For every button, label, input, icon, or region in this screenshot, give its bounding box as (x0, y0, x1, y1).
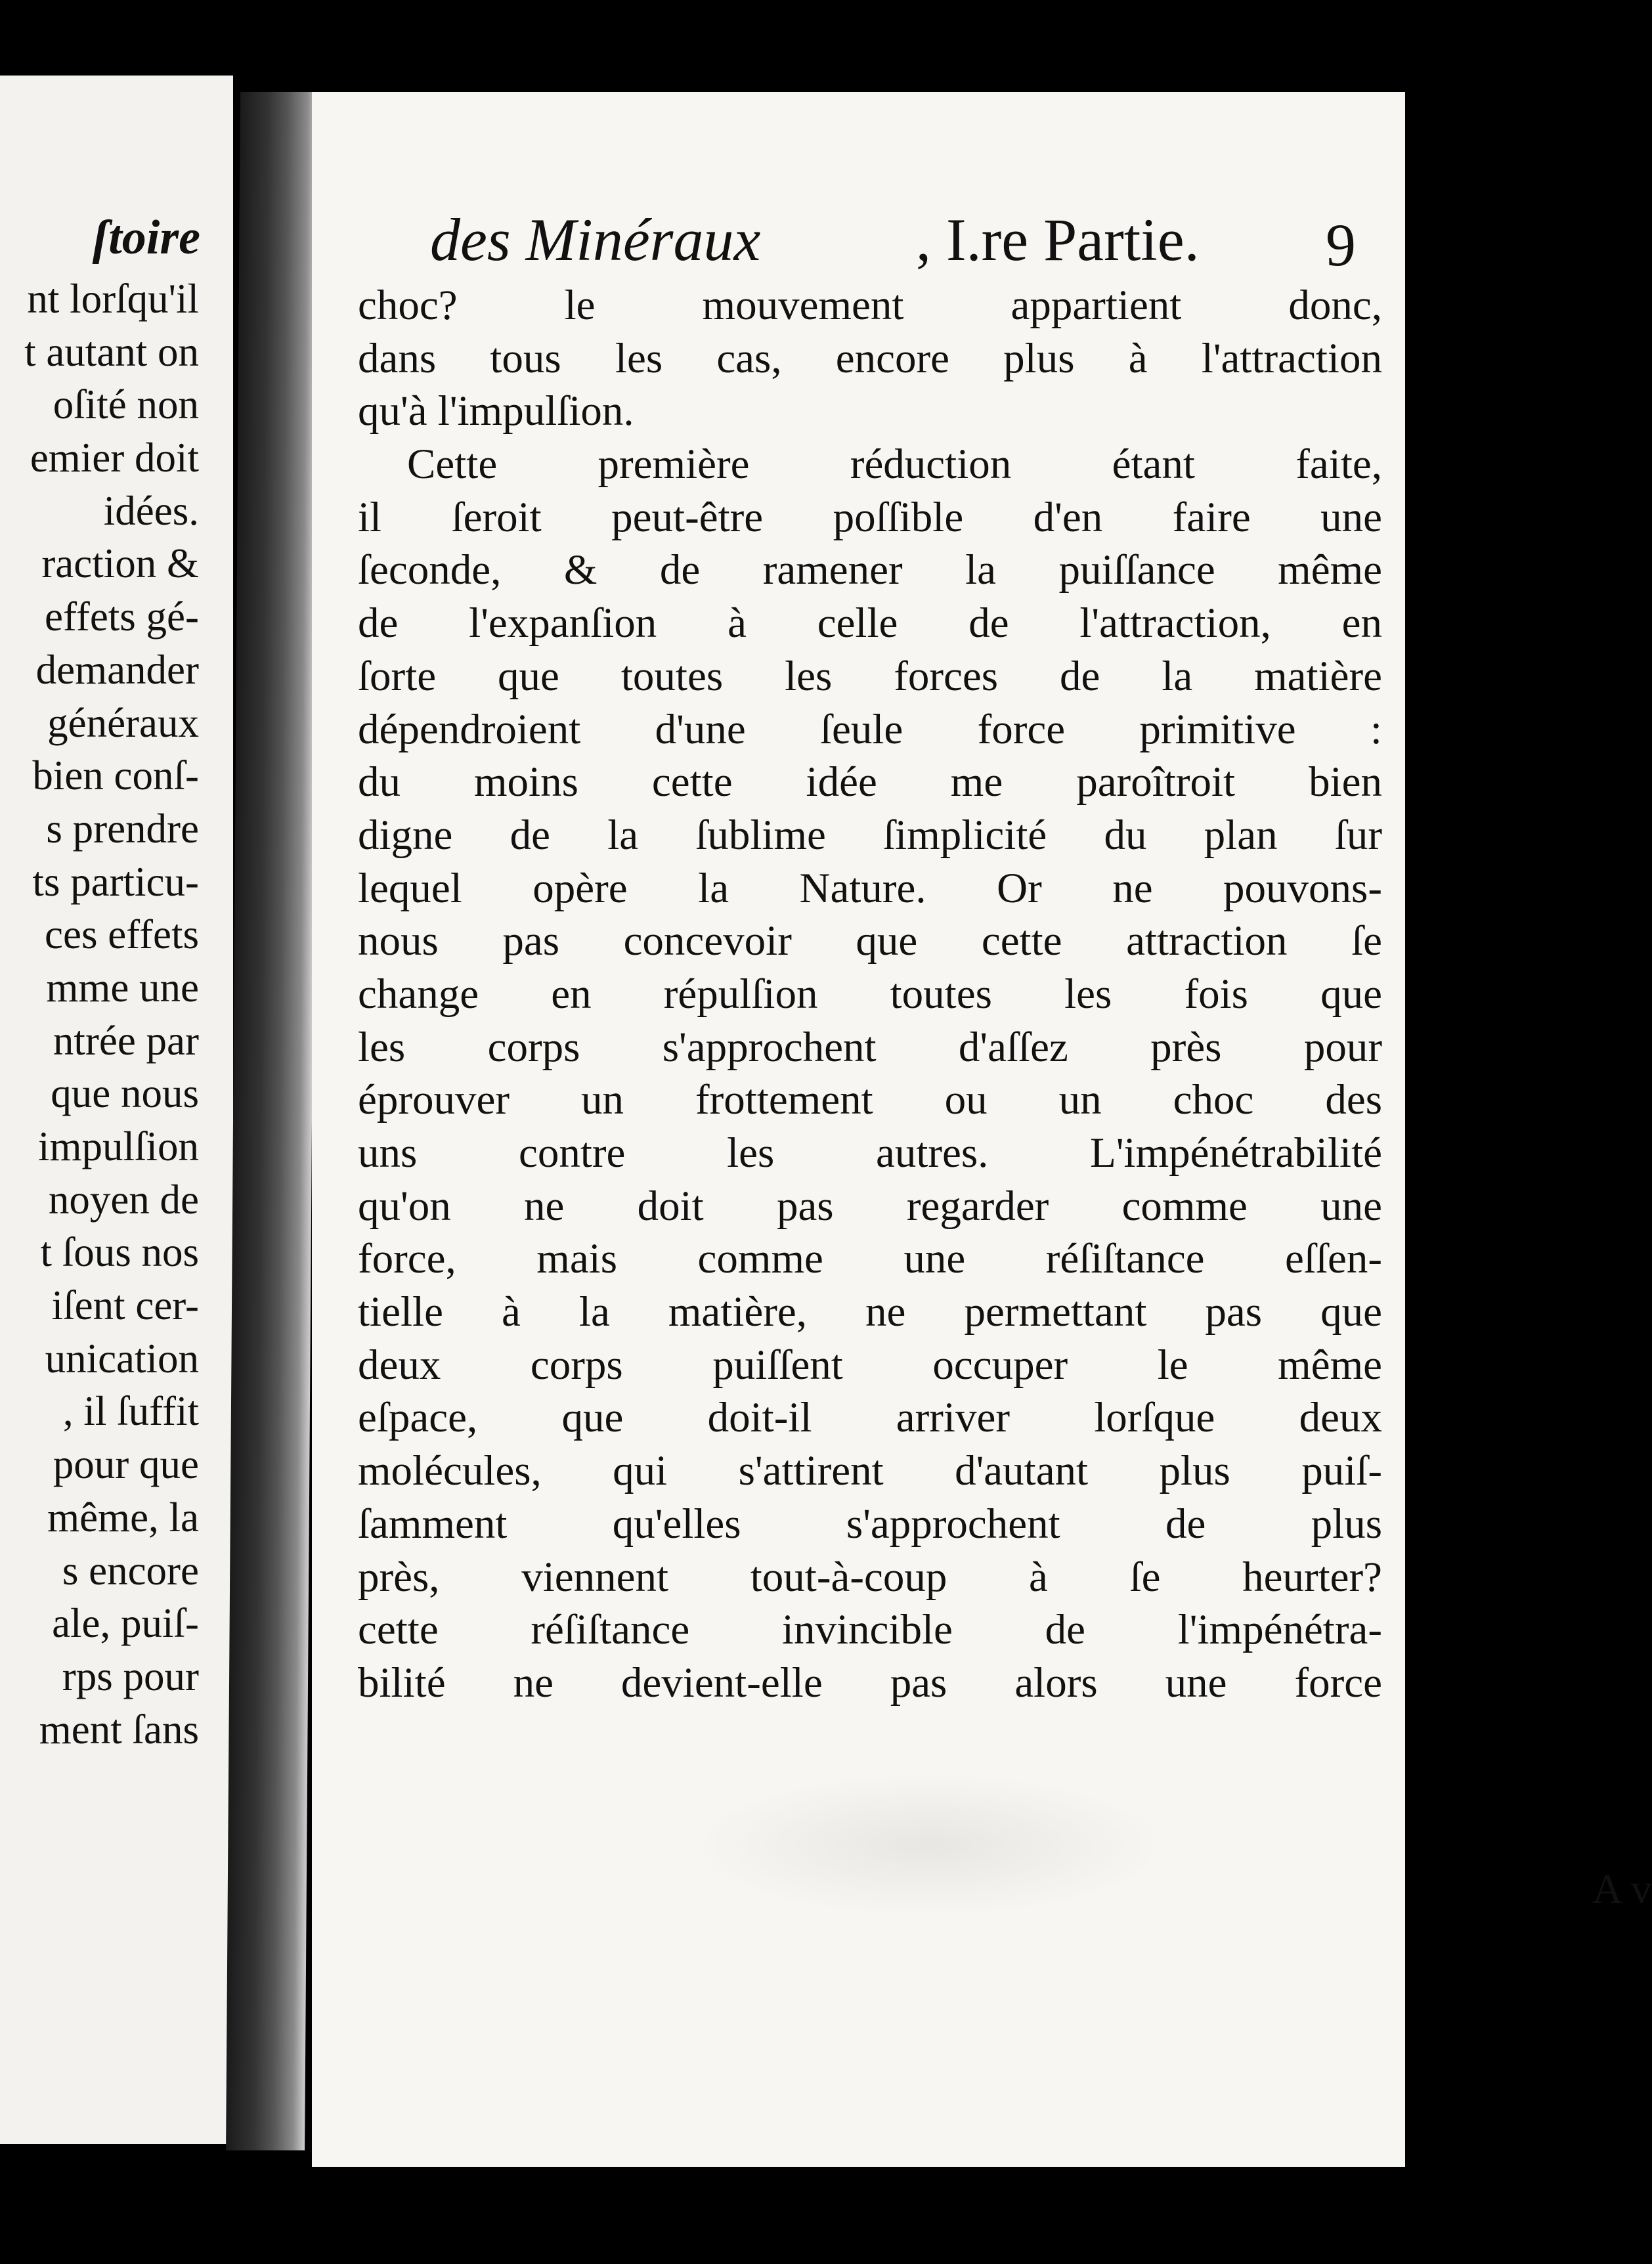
text-line: ſorte que toutes les forces de la matière (358, 652, 1382, 700)
left-text-line: raction & (41, 540, 199, 587)
text-line: éprouver un frottement ou un choc des (358, 1076, 1382, 1124)
ink-bleed-stain (693, 1773, 1165, 1917)
left-page-text (24, 272, 199, 1756)
left-text-line: que nous (51, 1070, 199, 1117)
signature-mark: A v (1592, 1865, 1652, 1912)
left-text-line: nt lorſqu'il (27, 276, 199, 322)
running-head (430, 204, 1369, 276)
left-text-line: mme une (46, 964, 199, 1011)
left-page-fragment (0, 76, 233, 2144)
text-line: lequel opère la Nature. Or ne pouvons- (358, 864, 1382, 912)
text-line: change en répulſion toutes les fois que (358, 970, 1382, 1018)
text-line: qu'à l'impulſion. (358, 387, 634, 435)
left-text-line: emier doit (30, 435, 199, 481)
left-text-line: ts particu- (32, 858, 199, 905)
left-text-line: idées. (103, 487, 199, 534)
left-text-line: t ſous nos (40, 1229, 199, 1276)
text-line: deux corps puiſſent occuper le même (358, 1341, 1382, 1389)
left-running-head: ſtoire (92, 211, 200, 265)
text-line: choc? le mouvement appartient donc, (358, 282, 1382, 329)
left-text-line: ment ſans (39, 1706, 199, 1752)
text-line: ſeconde, & de ramener la puiſſance même (358, 546, 1382, 594)
text-line: près, viennent tout-à-coup à ſe heurter? (358, 1553, 1382, 1601)
left-text-line: ale, puiſ- (52, 1600, 199, 1647)
right-page (312, 92, 1652, 2167)
text-line: les corps s'approchent d'aſſez près pour (358, 1023, 1382, 1071)
left-text-line: rps pour (62, 1653, 199, 1699)
left-text-line: ntrée par (53, 1017, 199, 1064)
body-text (358, 279, 1382, 1710)
text-line: eſpace, que doit-il arriver lorſque deux (358, 1394, 1382, 1442)
text-line: de l'expanſion à celle de l'attraction, en (358, 599, 1382, 647)
text-line: du moins cette idée me paroîtroit bien (358, 758, 1382, 806)
text-line: force, mais comme une réſiſtance eſſen- (358, 1235, 1382, 1283)
page-number: 9 (1326, 211, 1356, 278)
left-text-line: effets gé- (45, 594, 199, 640)
text-line: nous pas concevoir que cette attraction ſe (358, 917, 1382, 965)
text-line: ſamment qu'elles s'approchent de plus (358, 1500, 1382, 1548)
text-line: molécules, qui s'attirent d'autant plus puiſ- (358, 1447, 1382, 1495)
text-line: dans tous les cas, encore plus à l'attraction (358, 334, 1382, 382)
running-part: , I.re Partie. (916, 206, 1200, 273)
left-text-line: noyen de (48, 1176, 199, 1223)
left-text-line: iſent cer- (51, 1282, 199, 1329)
text-line: dépendroient d'une ſeule force primitive : (358, 705, 1382, 753)
book-gutter-shadow (226, 92, 319, 2150)
text-line: il ſeroit peut-être poſſible d'en faire une (358, 493, 1382, 541)
left-text-line: oſité non (53, 381, 199, 428)
left-text-line: s prendre (46, 805, 199, 852)
left-text-line: pour que (53, 1441, 199, 1488)
left-text-line: même, la (47, 1494, 199, 1540)
left-text-line: ces effets (45, 911, 199, 958)
left-text-line: impulſion (37, 1123, 199, 1169)
left-text-line: t autant on (24, 328, 199, 375)
left-text-line: s encore (62, 1547, 199, 1594)
text-line: uns contre les autres. L'impénétrabilité (358, 1129, 1382, 1177)
left-text-line: bien conſ- (32, 752, 199, 799)
text-line: cette réſiſtance invincible de l'impénétra- (358, 1606, 1382, 1654)
text-line: Cette première réduction étant faite, (407, 441, 1382, 489)
left-text-line: , il ſuffit (62, 1388, 199, 1435)
text-line: tielle à la matière, ne permettant pas que (358, 1288, 1382, 1336)
running-title: des Minéraux (430, 206, 761, 273)
left-text-line: unication (45, 1335, 199, 1382)
text-line: qu'on ne doit pas regarder comme une (358, 1182, 1382, 1230)
text-line: bilité ne devient-elle pas alors une force (358, 1659, 1382, 1707)
left-text-line: demander (35, 646, 199, 693)
text-line: digne de la ſublime ſimplicité du plan ſur (358, 811, 1382, 859)
left-text-line: généraux (47, 699, 199, 746)
